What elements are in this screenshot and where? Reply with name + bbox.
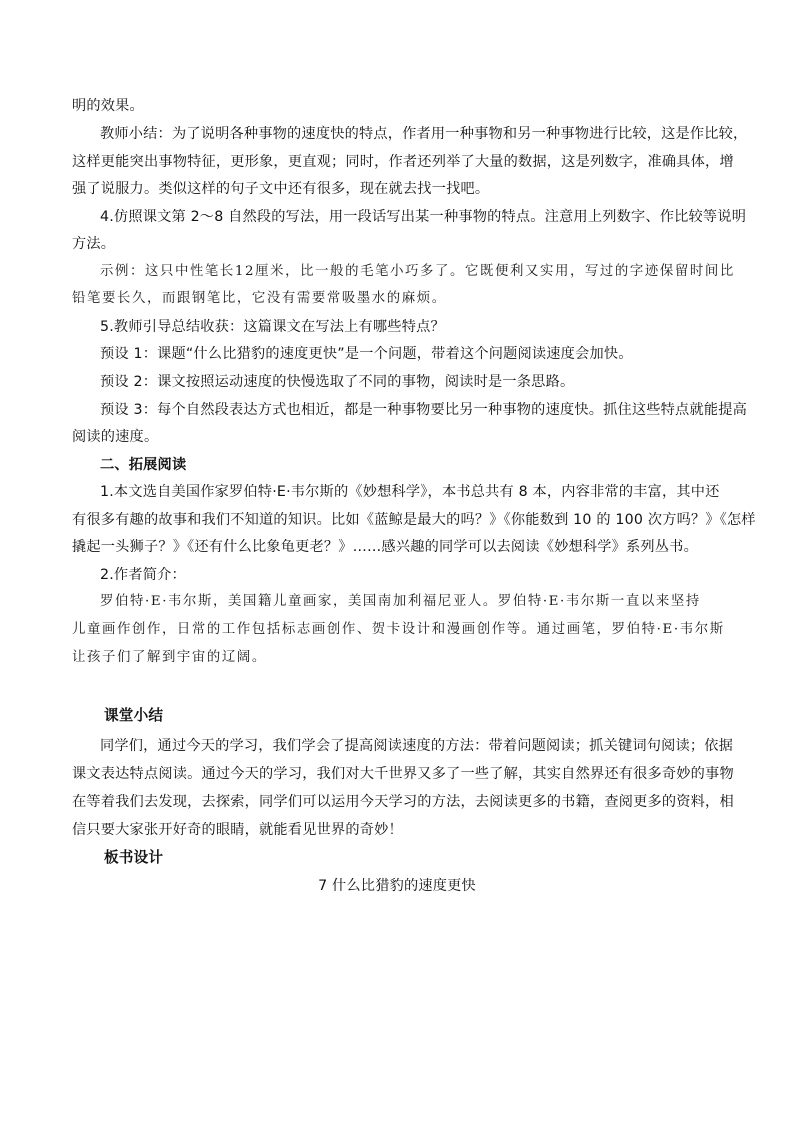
paragraph-line: 有很多有趣的故事和我们不知道的知识。比如《蓝鲸是最大的吗？》《你能数到 10 的 100 次方吗？》《怎样 [72, 512, 756, 528]
paragraph-line: 撬起一头狮子？》《还有什么比象龟更老？》……感兴趣的同学可以去阅读《妙想科学》系列丛书。 [72, 539, 698, 555]
activity-4-line: 4.仿照课文第 2～8 自然段的写法，用一段话写出某一种事物的特点。注意用上列数字、作比较等说明 [100, 209, 747, 225]
teacher-summary-line: 教师小结：为了说明各种事物的速度快的特点，作者用一种事物和另一种事物进行比较，这是作比较， [100, 126, 748, 142]
paragraph-line: 课文表达特点阅读。通过今天的学习，我们对大千世界又多了一些了解，其实自然界还有很多奇妙的事物 [72, 766, 734, 782]
preset-1-line: 预设 1：课题“什么比猎豹的速度更快”是一个问题，带着这个问题阅读速度会加快。 [100, 346, 633, 362]
paragraph-line: 阅读的速度。 [72, 429, 159, 445]
paragraph-line: 这样更能突出事物特征，更形象，更直观；同时，作者还列举了大量的数据，这是列数字，准确具体，增 [72, 154, 734, 170]
paragraph-line: 方法。 [72, 236, 116, 252]
class-summary-line: 同学们，通过今天的学习，我们学会了提高阅读速度的方法：带着问题阅读；抓关键词句阅读；依据 [100, 738, 734, 754]
author-bio-line: 儿童画作创作，日常的工作包括标志画创作、贺卡设计和漫画创作等。通过画笔，罗伯特·E·韦尔斯 [72, 622, 725, 637]
board-title: 7 什么比猎豹的速度更快 [318, 878, 476, 894]
activity-5-line: 5.教师引导总结收获：这篇课文在写法上有哪些特点？ [100, 319, 445, 335]
section-heading: 二、拓展阅读 [100, 457, 187, 473]
example-line: 示例：这只中性笔长12厘米，比一般的毛笔小巧多了。它既便利又实用，写过的字迹保留时间比 [100, 264, 735, 279]
author-bio-line: 让孩子们了解到宇宙的辽阔。 [72, 650, 267, 665]
author-intro-heading: 2.作者简介： [100, 567, 186, 583]
paragraph-line: 强了说服力。类似这样的句子文中还有很多，现在就去找一找吧。 [72, 181, 490, 197]
example-line: 铅笔要长久，而跟钢笔比，它没有需要常吸墨水的麻烦。 [72, 291, 447, 306]
preset-2-line: 预设 2：课文按照运动速度的快慢选取了不同的事物，阅读时是一条思路。 [100, 374, 575, 390]
preset-3-line: 预设 3：每个自然段表达方式也相近，都是一种事物要比另一种事物的速度快。抓住这些特点就能提高 [100, 402, 747, 418]
class-summary-heading: 课堂小结 [104, 707, 164, 724]
extension-reading-line: 1.本文选自美国作家罗伯特·E·韦尔斯的《妙想科学》，本书总共有 8 本，内容非常的丰富，其中还 [100, 484, 720, 500]
author-bio-line: 罗伯特·E·韦尔斯，美国籍儿童画家，美国南加利福尼亚人。罗伯特·E·韦尔斯一直以来坚持 [100, 594, 701, 609]
paragraph-line: 在等着我们去发现，去探索，同学们可以运用今天学习的方法，去阅读更多的书籍，查阅更多的资料，相 [72, 794, 734, 810]
paragraph-line: 信只要大家张开好奇的眼睛，就能看见世界的奇妙！ [72, 822, 403, 838]
paragraph-line: 明的效果。 [72, 98, 144, 114]
board-design-heading: 板书设计 [104, 849, 164, 866]
